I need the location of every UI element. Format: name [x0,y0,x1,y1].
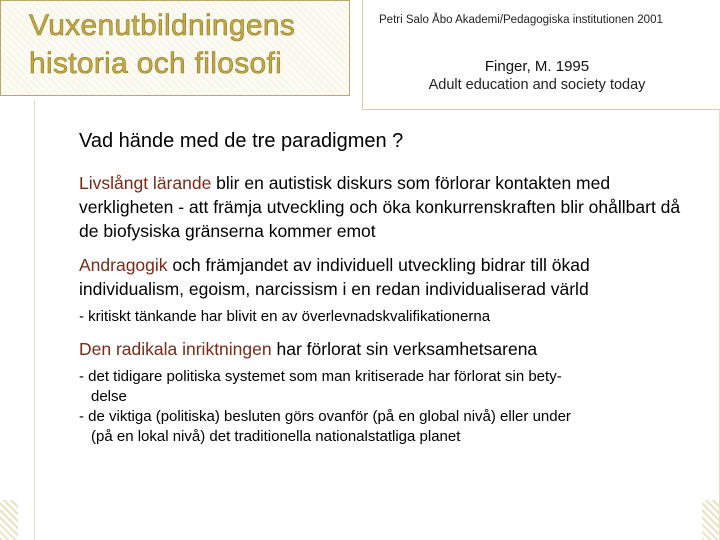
section-text: har förlorat sin verksamhetsarena [271,339,538,359]
left-decorative-rule [34,100,35,540]
slide-title [29,7,295,83]
reference-subtitle: Adult education and society today [428,77,646,93]
bullet-political-decisions-cont: (på en lokal nivå) det traditionella nationalstatliga planet [91,428,461,445]
title-box [0,0,350,96]
reference-block [363,57,711,95]
reference-title: Finger, M. 1995 [484,58,590,75]
slide-title-line-2: historia och filosofi [29,47,283,80]
slide-title-line-1: Vuxenutbildningens [29,9,296,42]
bullet-political-system: - det tidigare politiska systemet som man kritiserade har förlorat sin bety- [79,368,562,385]
keyword-andragogy: Andragogik [79,255,168,275]
section-text: blir en autistisk diskurs som förlorar kontakten med verkligheten - att främja utveckling och öka konkurrenskraften blir ohållbart då de biofysiska gränserna kommer emot [79,173,681,241]
content-heading: Vad hände med de tre paradigmen ? [79,130,404,152]
keyword-lifelong-learning: Livslångt lärande [79,173,212,193]
section-text: och främjandet av individuell utveckling bidrar till ökad individualism, egoism, narcissism i en redan individualiserad värld [79,255,590,299]
section-andragogy [79,253,699,301]
corner-ornament-left [0,500,18,540]
keyword-radical-orientation: Den radikala inriktningen [79,339,272,359]
header-box [362,0,720,110]
author-line: Petri Salo Åbo Akademi/Pedagogiska institutionen 2001 [379,14,663,26]
section-radical-orientation [79,337,699,361]
slide-content [79,130,699,447]
bullet-political-system-cont: delse [91,388,127,405]
bullet-political-decisions: - de viktiga (politiska) besluten görs ovanför (på en global nivå) eller under [79,408,571,425]
section-lifelong-learning [79,171,699,243]
corner-ornament-right [702,500,720,540]
bullet-critical-thinking: - kritiskt tänkande har blivit en av överlevnadskvalifikationerna [79,308,491,325]
